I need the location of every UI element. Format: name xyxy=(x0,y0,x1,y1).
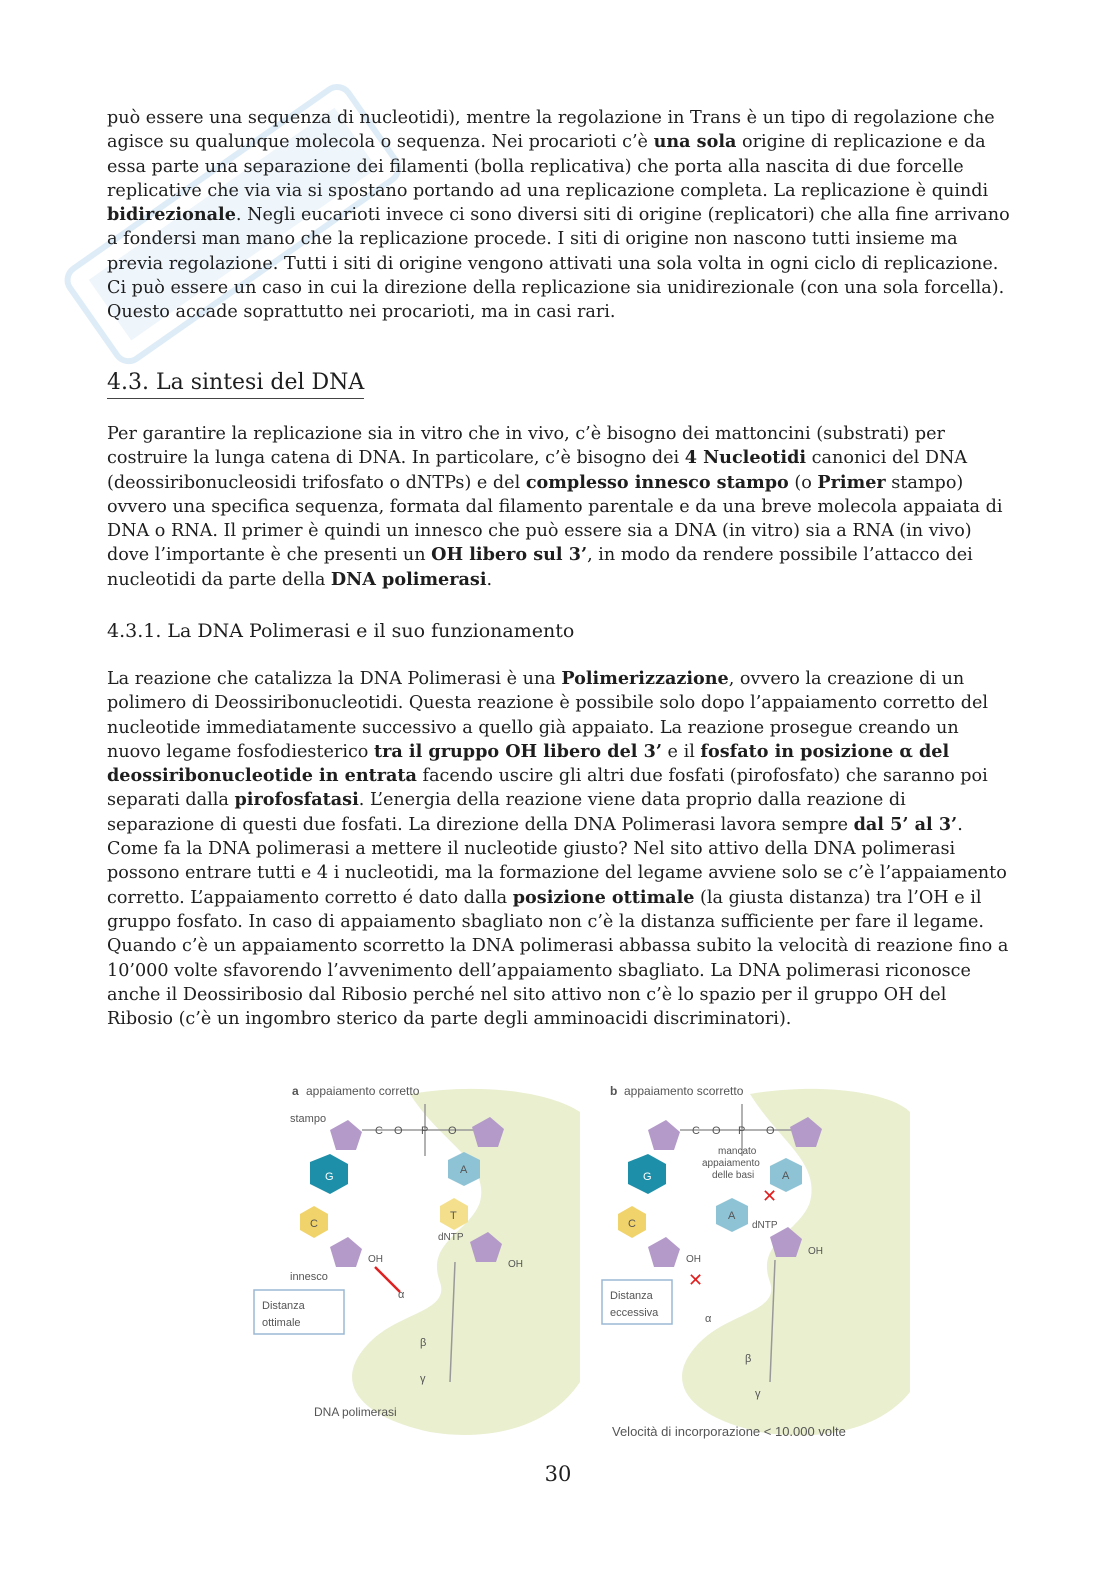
label-alpha-b: α xyxy=(705,1313,712,1325)
section-title: 4.3. La sintesi del DNA xyxy=(107,369,364,399)
page-number: 30 xyxy=(544,1462,572,1486)
subsection-title: 4.3.1. La DNA Polimerasi e il suo funzionamento xyxy=(107,620,575,642)
base-t-label: T xyxy=(450,1210,457,1222)
base-c-label: C xyxy=(310,1218,318,1230)
sugar-icon xyxy=(330,1237,362,1267)
atom-c: C xyxy=(692,1125,700,1137)
sugar-icon xyxy=(648,1120,680,1150)
label-dntp-a: dNTP xyxy=(438,1232,464,1243)
panel-b-title: appaiamento scorretto xyxy=(624,1084,744,1098)
mancato-l3: delle basi xyxy=(712,1170,755,1181)
label-gamma-a: γ xyxy=(420,1373,426,1385)
label-beta-a: β xyxy=(420,1337,427,1349)
atom-p: P xyxy=(738,1125,746,1137)
label-stampo: stampo xyxy=(290,1113,327,1125)
error-x-icon: ✕ xyxy=(762,1186,778,1207)
atom-o: O xyxy=(394,1125,403,1137)
box-distanza-ottimale-l2: ottimale xyxy=(262,1317,301,1329)
base-a-label-b1: A xyxy=(782,1170,790,1182)
dna-polymerase-figure xyxy=(250,1082,910,1452)
paragraph-top: può essere una sequenza di nucleotidi), mentre la regolazione in Trans è un tipo di regolazione che agisce su qualunque molecola o sequenza. Nei procarioti c’è una sola origine di replicazione e da essa parte una separazione dei filamenti (bolla replicativa) che porta alla nascita di due forcelle replicative che via via si spostano portando ad una replicazione completa. La replicazione è quindi bidirezionale. Negli eucarioti invece ci sono diversi siti di origine (replicatori) che alla fine arrivano a fondersi man mano che la replicazione procede. I siti di origine non nascono tutti insieme ma previa regolazione. Tutti i siti di origine vengono attivati una sola volta in ogni ciclo di replicazione. Ci può essere un caso in cui la direzione della replicazione sia unidirezionale (con una sola forcella). Questo accade soprattutto nei procarioti, ma in casi rari. xyxy=(107,108,1010,323)
enzyme-shape-a xyxy=(352,1089,580,1435)
atom-o: O xyxy=(712,1125,721,1137)
label-oh-a1: OH xyxy=(368,1254,383,1265)
label-oh-a2: OH xyxy=(508,1259,523,1270)
base-a-label-b2: A xyxy=(728,1210,736,1222)
base-g-label-b: G xyxy=(643,1171,652,1183)
label-innesco: innesco xyxy=(290,1271,328,1283)
atom-p: P xyxy=(421,1125,429,1137)
figure-caption: Velocità di incorporazione < 10.000 volte xyxy=(612,1424,846,1439)
mancato-l2: appaiamento xyxy=(702,1158,760,1169)
paragraph-sintesi: Per garantire la replicazione sia in vitro che in vivo, c’è bisogno dei mattoncini (substrati) per costruire la lunga catena di DNA. In particolare, c’è bisogno dei 4 Nucleotidi canonici del DNA (deossiribonucleosidi trifosfato o dNTPs) e del complesso innesco stampo (o Primer stampo) ovvero una specifica sequenza, formata dal filamento parentale e da una breve molecola appaiata di DNA o RNA. Il primer è quindi un innesco che può essere sia a DNA (in vitro) sia a RNA (in vivo) dove l’importante è che presenti un OH libero sul 3’, in modo da rendere possibile l’attacco dei nucleotidi da parte della DNA polimerasi. xyxy=(107,424,1003,590)
label-oh-b2: OH xyxy=(808,1246,823,1257)
box-distanza-ottimale-l1: Distanza xyxy=(262,1300,305,1312)
box-distanza-eccessiva-l1: Distanza xyxy=(610,1290,653,1302)
error-x-icon: ✕ xyxy=(688,1270,704,1291)
label-dntp-b: dNTP xyxy=(752,1220,778,1231)
label-enzyme: DNA polimerasi xyxy=(314,1405,397,1419)
base-a-label: A xyxy=(460,1164,468,1176)
sugar-icon xyxy=(330,1120,362,1150)
label-beta-b: β xyxy=(745,1353,752,1365)
atom-c: C xyxy=(375,1125,383,1137)
label-gamma-b: γ xyxy=(755,1388,761,1400)
panel-a-letter: a xyxy=(292,1084,299,1098)
mancato-l1: mancato xyxy=(718,1146,757,1157)
panel-a xyxy=(254,1084,580,1435)
panel-b xyxy=(602,1084,910,1439)
base-g-label: G xyxy=(325,1171,334,1183)
sugar-icon xyxy=(648,1237,680,1267)
panel-a-title: appaiamento corretto xyxy=(306,1084,420,1098)
label-oh-b1: OH xyxy=(686,1254,701,1265)
atom-o: O xyxy=(448,1125,457,1137)
label-alpha-a: α xyxy=(398,1289,405,1301)
base-c-label-b: C xyxy=(628,1218,636,1230)
atom-o: O xyxy=(766,1125,775,1137)
box-distanza-eccessiva-l2: eccessiva xyxy=(610,1307,659,1319)
paragraph-polimerasi: La reazione che catalizza la DNA Polimerasi è una Polimerizzazione, ovvero la creazione di un polimero di Deossiribonucleotidi. Questa reazione è possibile solo dopo l’appaiamento corretto del nucleotide immediatamente successivo a quello già appaiato. La reazione prosegue creando un nuovo legame fosfodiesterico tra il gruppo OH libero del 3’ e il fosfato in posizione α del deossiribonucleotide in entrata facendo uscire gli altri due fosfati (pirofosfato) che saranno poi separati dalla pirofosfatasi. L’energia della reazione viene data proprio dalla reazione di separazione di questi due fosfati. La direzione della DNA Polimerasi lavora sempre dal 5’ al 3’. Come fa la DNA polimerasi a mettere il nucleotide giusto? Nel sito attivo della DNA polimerasi possono entrare tutti e 4 i nucleotidi, ma la formazione del legame avviene solo se c’è l’appaiamento corretto. L’appaiamento corretto é dato dalla posizione ottimale (la giusta distanza) tra l’OH e il gruppo fosfato. In caso di appaiamento sbagliato non c’è la distanza sufficiente per fare il legame. Quando c’è un appaiamento scorretto la DNA polimerasi abbassa subito la velocità di reazione fino a 10’000 volte sfavorendo l’avvenimento dell’appaiamento sbagliato. La DNA polimerasi riconosce anche il Deossiribosio dal Ribosio perché nel sito attivo non c’è lo spazio per il gruppo OH del Ribosio (c’è un ingombro sterico da parte degli amminoacidi discriminatori). xyxy=(107,668,1009,1030)
panel-b-letter: b xyxy=(610,1084,618,1098)
